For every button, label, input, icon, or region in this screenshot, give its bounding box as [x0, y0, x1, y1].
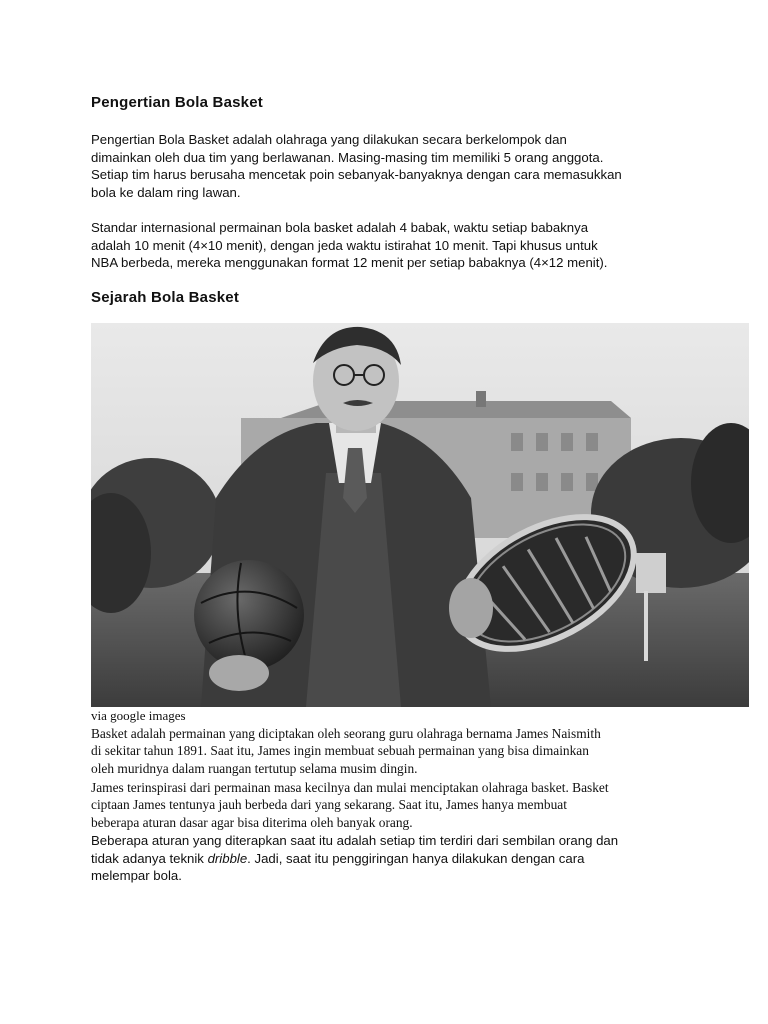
section-heading-pengertian: Pengertian Bola Basket	[91, 94, 263, 111]
text-line: ciptaan James tentunya jauh berbeda dari yang sekarang. Saat itu, James hanya membuat	[91, 797, 567, 813]
text-line: bola ke dalam ring lawan.	[91, 184, 241, 200]
text-line	[91, 850, 691, 868]
text-line: Setiap tim harus berusaha mencetak poin sebanyak-banyaknya dengan cara memasukkan	[91, 167, 622, 182]
text-line: di sekitar tahun 1891. Saat itu, James ingin membuat sebuah permainan yang bisa dimainkan	[91, 743, 589, 759]
image-caption: via google images	[91, 708, 186, 723]
text-segment: . Jadi, saat itu penggiringan hanya dilakukan dengan cara	[247, 850, 585, 866]
text-line: Pengertian Bola Basket adalah olahraga yang dilakukan secara berkelompok dan	[91, 132, 567, 147]
text-segment: tidak adanya teknik	[91, 850, 208, 866]
text-line: adalah 10 menit (4×10 menit), dengan jeda waktu istirahat 10 menit. Tapi khusus untuk	[91, 237, 598, 253]
text-line: oleh muridnya dalam ruangan tertutup selama musim dingin.	[91, 760, 418, 776]
paragraph-history-origin	[91, 725, 691, 777]
text-line: Beberapa aturan yang diterapkan saat itu adalah setiap tim terdiri dari sembilan orang dan	[91, 833, 619, 848]
text-line: Standar internasional permainan bola basket adalah 4 babak, waktu setiap babaknya	[91, 220, 589, 235]
text-line: NBA berbeda, mereka menggunakan format 12 menit per setiap babaknya (4×12 menit).	[91, 255, 608, 270]
section-heading-sejarah: Sejarah Bola Basket	[91, 289, 240, 306]
text-line: dimainkan oleh dua tim yang berlawanan. Masing-masing tim memiliki 5 orang anggota.	[91, 149, 604, 165]
text-line: melempar bola.	[91, 868, 182, 883]
paragraph-early-rules	[91, 832, 691, 885]
text-line: beberapa aturan dasar agar bisa diterima oleh banyak orang.	[91, 814, 413, 830]
italic-term-dribble: dribble	[207, 850, 248, 866]
paragraph-definition	[91, 131, 691, 201]
paragraph-history-inspiration	[91, 779, 691, 831]
text-line: Basket adalah permainan yang diciptakan oleh seorang guru olahraga bernama James Naismith	[91, 726, 601, 741]
historical-photo	[91, 323, 749, 707]
paragraph-standard-rules	[91, 219, 691, 272]
text-line: James terinspirasi dari permainan masa kecilnya dan mulai menciptakan olahraga basket. Basket	[91, 780, 609, 795]
